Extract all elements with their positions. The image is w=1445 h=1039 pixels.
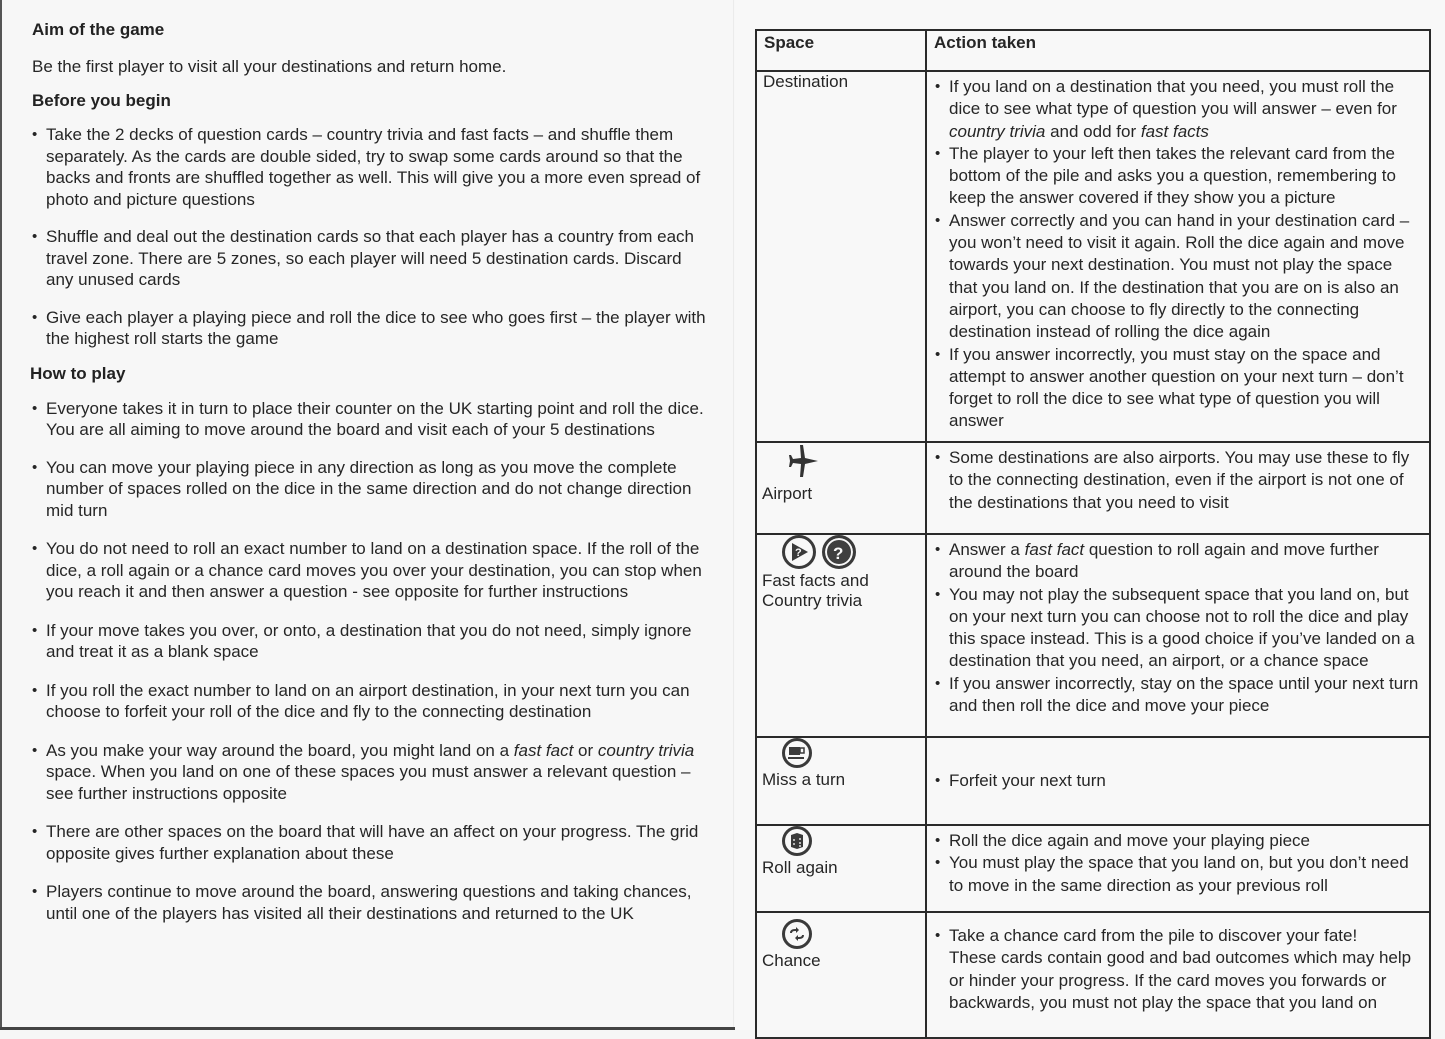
action-cell — [926, 912, 1430, 1038]
space-label: Miss a turn — [762, 770, 846, 789]
space-label: Destination — [763, 72, 849, 91]
list-item: • There are other spaces on the board that will have an affect on your progress. The grid opposite gives further explanation about these — [32, 821, 712, 864]
aim-heading: Aim of the game — [32, 20, 165, 39]
space-cell — [756, 534, 926, 737]
list-item: • Take a chance card from the pile to discover your fate! These cards contain good and bad outcomes which may help or hinder your progress. If the card moves you forwards or backwards, you must not play the space that you land on — [935, 925, 1423, 1014]
list-item: • Players continue to move around the board, answering questions and taking chances, until one of the players has visited all their destinations and returned to the UK — [32, 881, 712, 924]
action-cell — [926, 737, 1430, 825]
column-header-action: Action taken — [926, 30, 1430, 71]
space-cell — [756, 912, 926, 1038]
space-label: Roll again — [762, 858, 838, 877]
table-row-miss-a-turn — [756, 737, 1430, 825]
before-list — [32, 124, 712, 350]
list-item: • You can move your playing piece in any direction as long as you move the complete number of spaces rolled on the dice in the same direction and do not change direction mid turn — [32, 457, 712, 522]
list-item: • Give each player a playing piece and roll the dice to see who goes first – the player with the highest roll starts the game — [32, 307, 712, 350]
fast-fact-play-question-icon — [782, 535, 816, 569]
before-heading: Before you begin — [32, 91, 171, 110]
svg-text:?: ? — [833, 544, 844, 563]
space-label: Chance — [762, 951, 821, 970]
list-item: • The player to your left then takes the relevant card from the bottom of the pile and asks you a question, remembering to keep the answer covered if they show you a picture — [935, 143, 1423, 210]
action-cell — [926, 534, 1430, 737]
list-item: • You may not play the subsequent space that you land on, but on your next turn you can choose not to roll the dice and play this space instead. This is a good choice if you’ve landed on a destination that you need, an airport, or a chance space — [935, 584, 1423, 673]
list-item: • Answer correctly and you can hand in your destination card – you won’t need to visit it again. Roll the dice again and move towards your next destination. You must not play the space that you land on. If the destination that you are on is also an airport, you can choose to fly directly to the connecting destination instead of rolling the dice again — [935, 210, 1423, 344]
rules-text — [32, 18, 712, 924]
list-item: • Answer a fast fact question to roll again and move further around the board — [935, 539, 1423, 584]
coffee-cup-icon — [782, 738, 812, 768]
table-row-chance — [756, 912, 1430, 1038]
list-item: • Shuffle and deal out the destination cards so that each player has a country from each travel zone. There are 5 zones, so each player will need 5 destination cards. Discard any unused cards — [32, 226, 712, 291]
country-trivia-question-icon — [822, 535, 856, 569]
table-row-airport — [756, 442, 1430, 534]
action-cell — [926, 442, 1430, 534]
space-cell — [756, 442, 926, 534]
list-item: • Take the 2 decks of question cards – country trivia and fast facts – and shuffle them separately. As the cards are double sided, try to swap some cards around so that the backs and fronts are shuffled together as well. This will give you a more even spread of photo and picture questions — [32, 124, 712, 210]
list-item: • Roll the dice again and move your playing piece — [935, 830, 1423, 852]
space-label-line2: Country trivia — [762, 591, 863, 610]
airplane-icon — [786, 443, 820, 484]
table-header-row — [756, 30, 1430, 71]
how-heading: How to play — [30, 363, 126, 383]
list-item: • You must play the space that you land on, but you don’t need to move in the same direction as your previous roll — [935, 852, 1423, 897]
table-row-roll-again — [756, 825, 1430, 912]
swap-arrows-icon — [782, 919, 812, 949]
list-item: • If your move takes you over, or onto, a destination that you do not need, simply ignore and treat it as a blank space — [32, 620, 712, 663]
table-row-destination — [756, 71, 1430, 442]
list-item: • Everyone takes it in turn to place their counter on the UK starting point and roll the dice. You are all aiming to move around the board and visit each of your 5 destinations — [32, 398, 712, 441]
list-item: • If you land on a destination that you need, you must roll the dice to see what type of question you will answer – even for country trivia and odd for fast facts — [935, 76, 1423, 143]
table-row-fast-facts — [756, 534, 1430, 737]
space-cell — [756, 737, 926, 825]
list-item: • If you roll the exact number to land on an airport destination, in your next turn you can choose to forfeit your roll of the dice and fly to the connecting destination — [32, 680, 712, 723]
space-cell — [756, 825, 926, 912]
list-item: • Forfeit your next turn — [935, 770, 1423, 792]
spaces-table — [755, 29, 1431, 1039]
column-header-space: Space — [756, 30, 926, 71]
space-label-line1: Fast facts and — [762, 571, 869, 590]
action-cell — [926, 825, 1430, 912]
action-cell — [926, 71, 1430, 442]
space-cell — [756, 71, 926, 442]
space-label: Airport — [762, 484, 813, 503]
svg-text:?: ? — [795, 547, 802, 559]
aim-text: Be the first player to visit all your destinations and return home. — [32, 57, 507, 76]
list-item: • If you answer incorrectly, stay on the space until your next turn and then roll the dice and move your piece — [935, 673, 1423, 718]
list-item: • As you make your way around the board, you might land on a fast fact or country trivia space. When you land on one of these spaces you must answer a relevant question – see further instructions opposite — [32, 740, 712, 805]
how-list — [32, 398, 712, 925]
list-item: • If you answer incorrectly, you must stay on the space and attempt to answer another question on your next turn – don’t forget to roll the dice to see what type of question you will answer — [935, 344, 1423, 433]
dice-icon — [782, 826, 812, 856]
list-item: • Some destinations are also airports. You may use these to fly to the connecting destination, even if the airport is not one of the destinations that you need to visit — [935, 447, 1423, 514]
list-item: • You do not need to roll an exact number to land on a destination space. If the roll of the dice, a roll again or a chance card moves you over your destination, you can stop when you reach it and then answer a question - see opposite for further instructions — [32, 538, 712, 603]
